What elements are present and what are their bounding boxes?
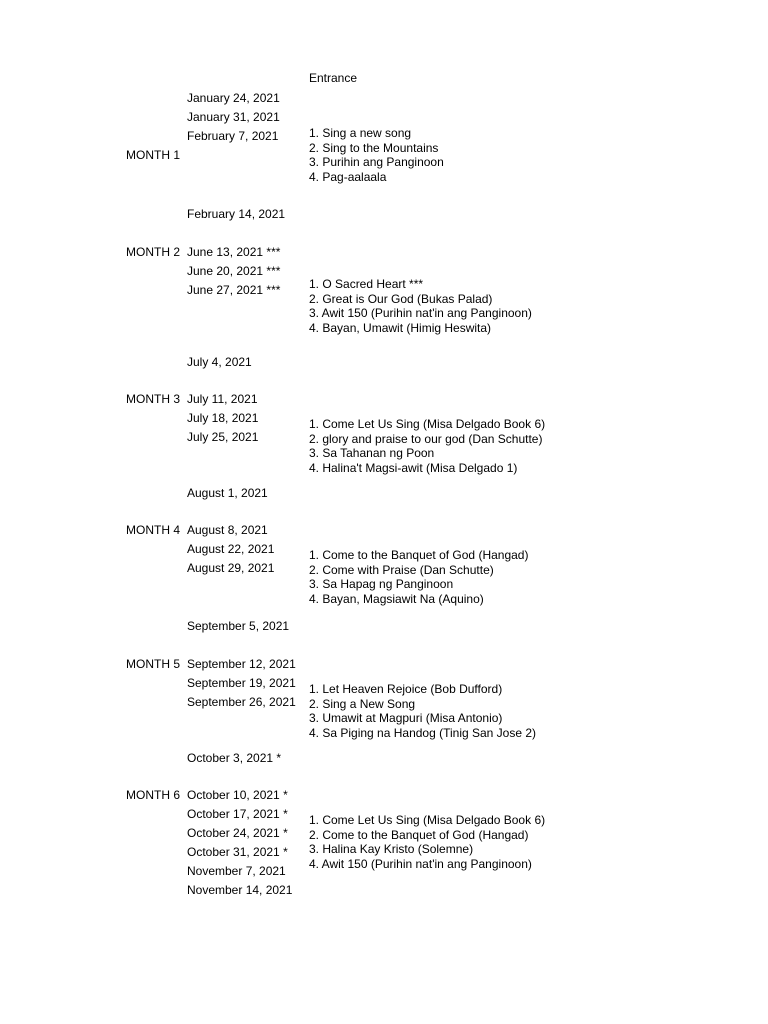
song-item: 3. Sa Tahanan ng Poon [309,446,435,460]
date-item: January 31, 2021 [187,110,280,124]
date-item: January 24, 2021 [187,91,280,105]
date-item: August 8, 2021 [187,523,268,537]
song-item: 3. Umawit at Magpuri (Misa Antonio) [309,711,503,725]
song-item: 2. Sing to the Mountains [309,140,439,155]
date-item: November 14, 2021 [187,883,293,897]
song-item: 4. Bayan, Umawit (Himig Heswita) [309,320,492,335]
song-item: 1. Sing a new song [309,126,412,140]
song-list [309,813,545,871]
date-item: June 20, 2021 *** [187,264,281,278]
column-title-entrance: Entrance [309,71,358,85]
song-item: 1. Let Heaven Rejoice (Bob Dufford) [309,682,503,696]
date-item: June 27, 2021 *** [187,283,281,297]
month-label: MONTH 1 [126,148,180,162]
song-item: 1. Come to the Banquet of God (Hangad) [309,548,529,562]
date-item: October 10, 2021 * [187,788,288,802]
song-item: 1. O Sacred Heart *** [309,277,424,291]
month-label: MONTH 6 [126,788,180,802]
song-item: 3. Awit 150 (Purihin nat'in ang Panginoon) [309,306,532,320]
month-label: MONTH 3 [126,392,180,406]
extra-date: August 1, 2021 [187,486,268,500]
date-item: August 29, 2021 [187,561,275,575]
date-list [187,522,274,579]
song-item: 3. Purihin ang Panginoon [309,155,444,169]
song-item: 1. Come Let Us Sing (Misa Delgado Book 6) [309,813,546,827]
date-list [187,244,280,301]
song-list [309,417,545,475]
date-item: August 22, 2021 [187,542,275,556]
song-item: 1. Come Let Us Sing (Misa Delgado Book 6) [309,417,546,431]
song-item: 3. Sa Hapag ng Panginoon [309,577,454,591]
date-item: July 11, 2021 [187,392,258,406]
date-list [187,90,280,147]
date-item: September 12, 2021 [187,657,296,671]
date-item: June 13, 2021 *** [187,245,281,259]
date-item: November 7, 2021 [187,864,286,878]
song-item: 4. Halina't Magsi-awit (Misa Delgado 1) [309,460,518,475]
song-item: 4. Bayan, Magsiawit Na (Aquino) [309,591,484,606]
song-item: 2. glory and praise to our god (Dan Schutte) [309,431,543,446]
date-item: February 7, 2021 [187,129,279,143]
date-item: September 26, 2021 [187,695,296,709]
extra-date: October 3, 2021 * [187,751,282,765]
date-item: October 24, 2021 * [187,826,288,840]
date-item: July 25, 2021 [187,430,259,444]
song-item: 4. Sa Piging na Handog (Tinig San Jose 2) [309,725,537,740]
song-list [309,682,536,740]
date-list [187,656,296,713]
song-list [309,126,444,184]
song-list [309,548,528,606]
extra-date: September 5, 2021 [187,619,290,633]
song-item: 3. Halina Kay Kristo (Solemne) [309,842,474,856]
month-label: MONTH 5 [126,657,180,671]
song-item: 2. Come to the Banquet of God (Hangad) [309,827,529,842]
month-label: MONTH 4 [126,523,180,537]
song-item: 2. Great is Our God (Bukas Palad) [309,291,493,306]
extra-date: July 4, 2021 [187,355,252,369]
song-item: 2. Sing a New Song [309,696,416,711]
month-label: MONTH 2 [126,245,180,259]
song-item: 4. Awit 150 (Purihin nat'in ang Panginoon) [309,856,532,871]
date-item: October 17, 2021 * [187,807,288,821]
date-list [187,787,292,901]
date-item: October 31, 2021 * [187,845,288,859]
song-list [309,277,532,335]
date-list [187,391,258,448]
date-item: July 18, 2021 [187,411,259,425]
extra-date: February 14, 2021 [187,207,286,221]
song-item: 4. Pag-aalaala [309,169,387,184]
date-item: September 19, 2021 [187,676,296,690]
song-item: 2. Come with Praise (Dan Schutte) [309,562,494,577]
